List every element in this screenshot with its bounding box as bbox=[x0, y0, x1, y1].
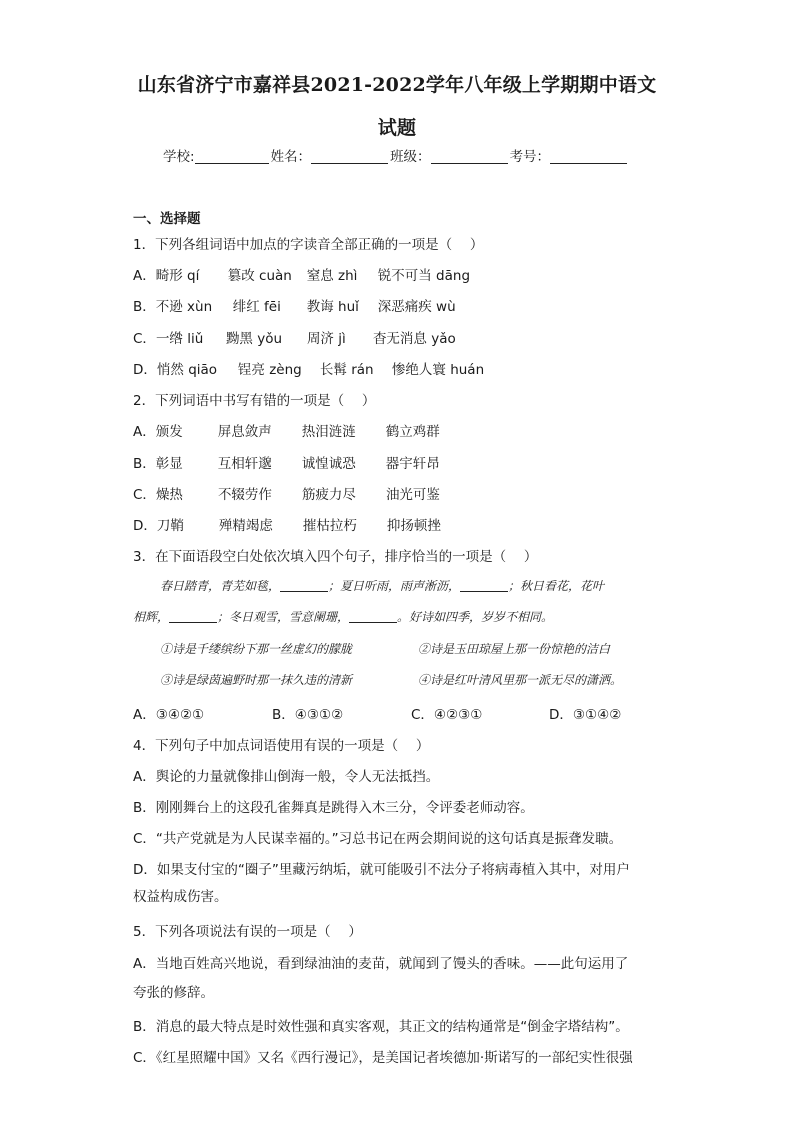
choice-b[interactable]: B．④③①② bbox=[272, 707, 344, 723]
option-item: 抑扬顿挫 bbox=[386, 518, 441, 534]
question-2-stem: 2．下列词语中书写有错的一项是（ ） bbox=[133, 393, 376, 409]
question-2-option-d[interactable] bbox=[133, 514, 441, 534]
question-3-sentences-row2 bbox=[160, 671, 690, 688]
option-item: 周济 jì bbox=[306, 331, 346, 347]
option-item: 一绺 liǔ bbox=[155, 331, 204, 347]
option-item: 鹤立鸡群 bbox=[385, 424, 440, 440]
option-item: 锃亮 zèng bbox=[237, 362, 302, 378]
option-letter: B． bbox=[133, 456, 156, 472]
option-item: 杳无消息 yǎo bbox=[372, 331, 456, 347]
question-1-option-b[interactable] bbox=[133, 295, 456, 315]
question-3-stem: 3．在下面语段空白处依次填入四个句子，排序恰当的一项是（ ） bbox=[133, 549, 538, 565]
passage-blank-3 bbox=[169, 610, 217, 623]
school-label: 学校: bbox=[163, 149, 195, 165]
question-4-option-c[interactable]: C．“共产党就是为人民谋幸福的。”习总书记在两会期间说的这句话真是振聋发聩。 bbox=[133, 831, 623, 847]
option-item: 畸形 qí bbox=[155, 268, 200, 284]
student-info-row bbox=[163, 145, 629, 165]
question-3-choices bbox=[133, 703, 621, 723]
option-item: 深恶痛疾 wù bbox=[377, 299, 456, 315]
option-item: 不辍劳作 bbox=[217, 487, 272, 503]
passage-text: ；夏日听雨，雨声淅沥， bbox=[328, 579, 461, 593]
passage-text: 。好诗如四季，岁岁不相同。 bbox=[397, 610, 554, 624]
option-letter: B． bbox=[133, 299, 156, 315]
question-5-option-c[interactable]: C．《红星照耀中国》又名《西行漫记》，是美国记者埃德加·斯诺写的一部纪实性很强 bbox=[133, 1050, 633, 1066]
exam-title-line1: 山东省济宁市嘉祥县2021-2022学年八年级上学期期中语文 bbox=[137, 74, 657, 96]
question-2-option-c[interactable] bbox=[133, 483, 440, 503]
sentence-1: ①诗是千缕缤纷下那一丝虚幻的朦胧 bbox=[160, 642, 353, 656]
passage-text: 春日踏青，青芜如毯， bbox=[160, 579, 281, 593]
passage-blank-4 bbox=[349, 610, 397, 623]
option-letter: D． bbox=[133, 518, 157, 534]
option-item: 锐不可当 dāng bbox=[377, 268, 471, 284]
question-1-option-c[interactable] bbox=[133, 327, 456, 347]
question-4-option-a[interactable]: A．舆论的力量就像排山倒海一般，令人无法抵挡。 bbox=[133, 769, 440, 785]
option-item: 器宇轩昂 bbox=[385, 456, 440, 472]
question-4-stem: 4．下列句子中加点词语使用有误的一项是（ ） bbox=[133, 738, 430, 754]
question-5-option-a-cont: 夸张的修辞。 bbox=[133, 985, 214, 1001]
question-4-option-d[interactable]: D．如果支付宝的“圈子”里藏污纳垢，就可能吸引不法分子将病毒植入其中，对用户 bbox=[133, 862, 630, 878]
option-item: 彰显 bbox=[155, 456, 183, 472]
option-item: 热泪涟涟 bbox=[301, 424, 356, 440]
option-letter: A． bbox=[133, 424, 156, 440]
passage-text: ；秋日看花，花叶 bbox=[508, 579, 605, 593]
school-blank[interactable] bbox=[195, 149, 269, 164]
question-5-stem: 5．下列各项说法有误的一项是（ ） bbox=[133, 924, 362, 940]
choice-a[interactable]: A．③④②① bbox=[133, 707, 205, 723]
question-1-option-a[interactable] bbox=[133, 264, 470, 284]
option-item: 黝黑 yǒu bbox=[225, 331, 283, 347]
question-2-option-a[interactable] bbox=[133, 420, 440, 440]
option-letter: C． bbox=[133, 331, 156, 347]
option-letter: C． bbox=[133, 487, 156, 503]
option-letter: A． bbox=[133, 268, 156, 284]
passage-text: 相辉， bbox=[133, 610, 170, 624]
passage-blank-1 bbox=[280, 579, 328, 592]
question-3-sentences-row1 bbox=[160, 640, 690, 657]
number-blank[interactable] bbox=[550, 149, 627, 164]
option-item: 互相轩邈 bbox=[217, 456, 272, 472]
sentence-4: ④诗是红叶清风里那一派无尽的潇洒。 bbox=[418, 673, 623, 687]
name-label: 姓名： bbox=[270, 149, 312, 165]
option-item: 燥热 bbox=[155, 487, 183, 503]
section-title: 一、选择题 bbox=[133, 211, 201, 227]
option-item: 筋疲力尽 bbox=[301, 487, 356, 503]
class-label: 班级： bbox=[390, 149, 431, 165]
sentence-2: ②诗是玉田琼屋上那一份惊艳的洁白 bbox=[418, 642, 611, 656]
option-item: 殚精竭虑 bbox=[218, 518, 273, 534]
question-1-option-d[interactable] bbox=[133, 358, 484, 378]
passage-text: ；冬日观雪，雪意阑珊， bbox=[217, 610, 350, 624]
option-item: 篡改 cuàn bbox=[227, 268, 292, 284]
question-1-stem: 1．下列各组词语中加点的字读音全部正确的一项是（ ） bbox=[133, 237, 484, 253]
question-3-passage-line2 bbox=[133, 608, 663, 625]
option-item: 颁发 bbox=[155, 424, 183, 440]
class-blank[interactable] bbox=[431, 149, 508, 164]
option-item: 屏息敛声 bbox=[217, 424, 272, 440]
choice-d[interactable]: D．③①④② bbox=[549, 707, 622, 723]
option-item: 窒息 zhì bbox=[306, 268, 358, 284]
question-4-option-d-cont: 权益构成伤害。 bbox=[133, 889, 228, 905]
question-5-option-a[interactable]: A．当地百姓高兴地说，看到绿油油的麦苗，就闻到了馒头的香味。——此句运用了 bbox=[133, 956, 629, 972]
option-item: 摧枯拉朽 bbox=[302, 518, 357, 534]
option-item: 惨绝人寰 huán bbox=[391, 362, 485, 378]
exam-title-line2: 试题 bbox=[377, 117, 417, 139]
sentence-3: ③诗是绿茵遍野时那一抹久违的清新 bbox=[160, 673, 353, 687]
passage-blank-2 bbox=[460, 579, 508, 592]
number-label: 考号： bbox=[509, 149, 551, 165]
option-letter: D． bbox=[133, 362, 157, 378]
option-item: 绯红 fēi bbox=[232, 299, 281, 315]
option-item: 不逊 xùn bbox=[155, 299, 213, 315]
choice-c[interactable]: C．④②③① bbox=[411, 707, 483, 723]
question-5-option-b[interactable]: B．消息的最大特点是时效性强和真实客观，其正文的结构通常是“倒金字塔结构”。 bbox=[133, 1019, 629, 1035]
option-item: 诚惶诚恐 bbox=[301, 456, 356, 472]
question-4-option-b[interactable]: B．刚刚舞台上的这段孔雀舞真是跳得入木三分，令评委老师动容。 bbox=[133, 800, 534, 816]
option-item: 长髯 rán bbox=[319, 362, 374, 378]
option-item: 教诲 huǐ bbox=[306, 299, 359, 315]
option-item: 悄然 qiāo bbox=[156, 362, 218, 378]
option-item: 油光可鉴 bbox=[385, 487, 440, 503]
name-blank[interactable] bbox=[311, 149, 388, 164]
option-item: 刀鞘 bbox=[156, 518, 184, 534]
question-2-option-b[interactable] bbox=[133, 452, 440, 472]
question-3-passage-line1 bbox=[160, 577, 690, 594]
